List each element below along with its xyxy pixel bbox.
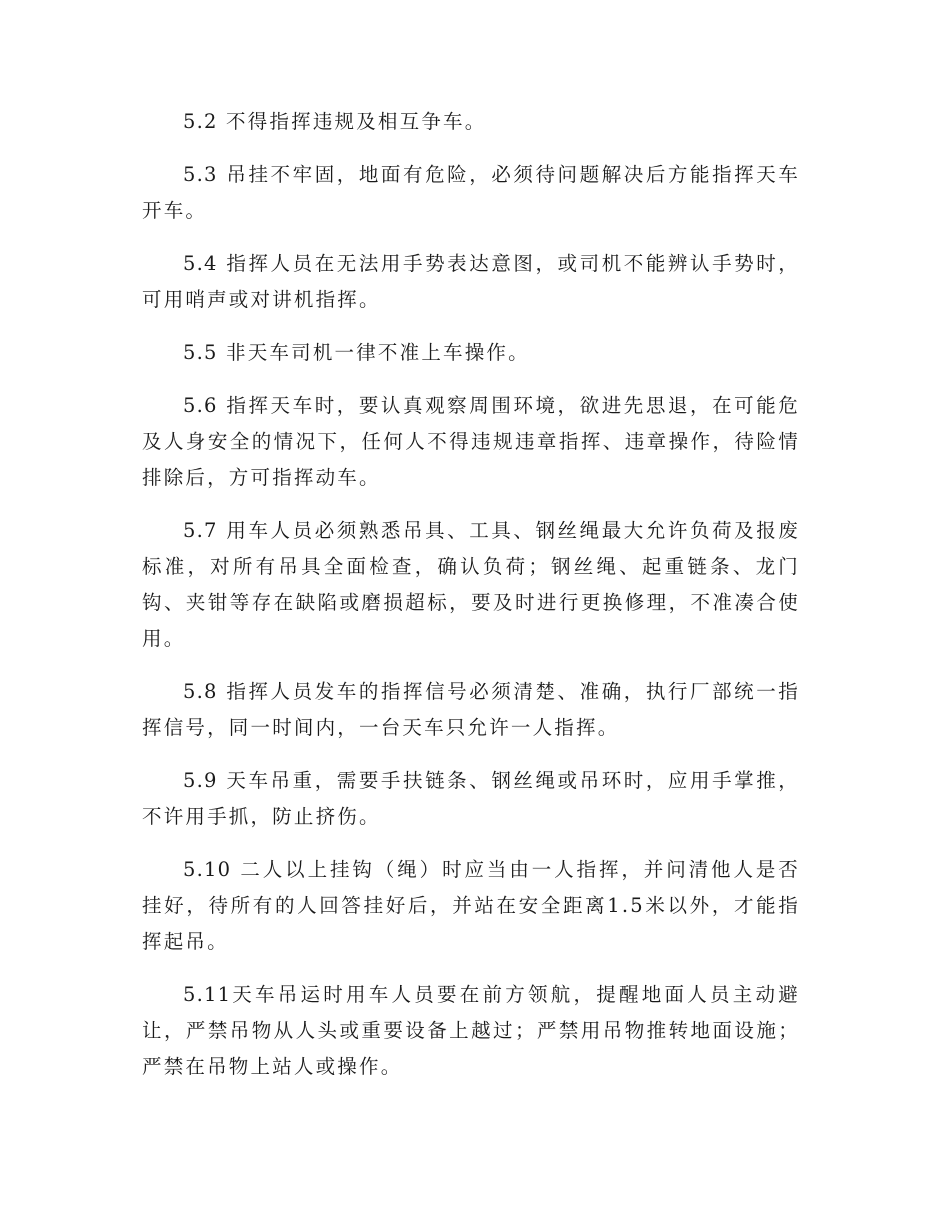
paragraph-5-10 bbox=[142, 852, 800, 960]
paragraph-5-11 bbox=[142, 977, 800, 1085]
paragraph-5-3 bbox=[142, 157, 800, 229]
paragraph-5-4 bbox=[142, 246, 800, 318]
clause-text: 不得指挥违规及相互争车。 bbox=[226, 110, 487, 133]
paragraph-5-5 bbox=[142, 335, 800, 371]
paragraph-5-2 bbox=[142, 104, 800, 140]
paragraph-5-8 bbox=[142, 674, 800, 746]
clause-text: 指挥天车时，要认真观察周围环境，欲进先思退，在可能危及人身安全的情况下，任何人不得违规违章指挥、违章操作，待险情排除后，方可指挥动车。 bbox=[142, 394, 800, 489]
clause-number: 5.9 bbox=[183, 769, 218, 792]
clause-text: 天车吊重，需要手扶链条、钢丝绳或吊环时，应用手掌推，不许用手抓，防止挤伤。 bbox=[142, 769, 800, 828]
clause-number: 5.7 bbox=[183, 519, 218, 542]
clause-number: 5.6 bbox=[183, 394, 218, 417]
clause-text: 吊挂不牢固，地面有危险，必须待问题解决后方能指挥天车开车。 bbox=[142, 163, 800, 222]
clause-number: 5.8 bbox=[183, 680, 218, 703]
clause-text: 非天车司机一律不准上车操作。 bbox=[226, 341, 530, 364]
paragraph-5-9 bbox=[142, 763, 800, 835]
clause-number: 5.3 bbox=[183, 163, 218, 186]
clause-text: 指挥人员发车的指挥信号必须清楚、准确，执行厂部统一指挥信号，同一时间内，一台天车只允许一人指挥。 bbox=[142, 680, 800, 739]
clause-text: 用车人员必须熟悉吊具、工具、钢丝绳最大允许负荷及报废标准，对所有吊具全面检查，确认负荷；钢丝绳、起重链条、龙门钩、夹钳等存在缺陷或磨损超标，要及时进行更换修理，不准凑合使用。 bbox=[142, 519, 800, 650]
clause-text: 二人以上挂钩（绳）时应当由一人指挥，并问清他人是否挂好，待所有的人回答挂好后，并站在安全距离1.5米以外，才能指挥起吊。 bbox=[142, 858, 800, 953]
clause-number: 5.5 bbox=[183, 341, 218, 364]
clause-number: 5.2 bbox=[183, 110, 218, 133]
clause-text: 天车吊运时用车人员要在前方领航，提醒地面人员主动避让，严禁吊物从人头或重要设备上越过；严禁用吊物推转地面设施；严禁在吊物上站人或操作。 bbox=[142, 983, 800, 1078]
clause-number: 5.4 bbox=[183, 252, 218, 275]
clause-number: 5.10 bbox=[183, 858, 232, 881]
paragraph-5-6 bbox=[142, 388, 800, 496]
clause-number: 5.11 bbox=[183, 983, 232, 1006]
paragraph-5-7 bbox=[142, 513, 800, 657]
clause-text: 指挥人员在无法用手势表达意图，或司机不能辨认手势时，可用哨声或对讲机指挥。 bbox=[142, 252, 800, 311]
